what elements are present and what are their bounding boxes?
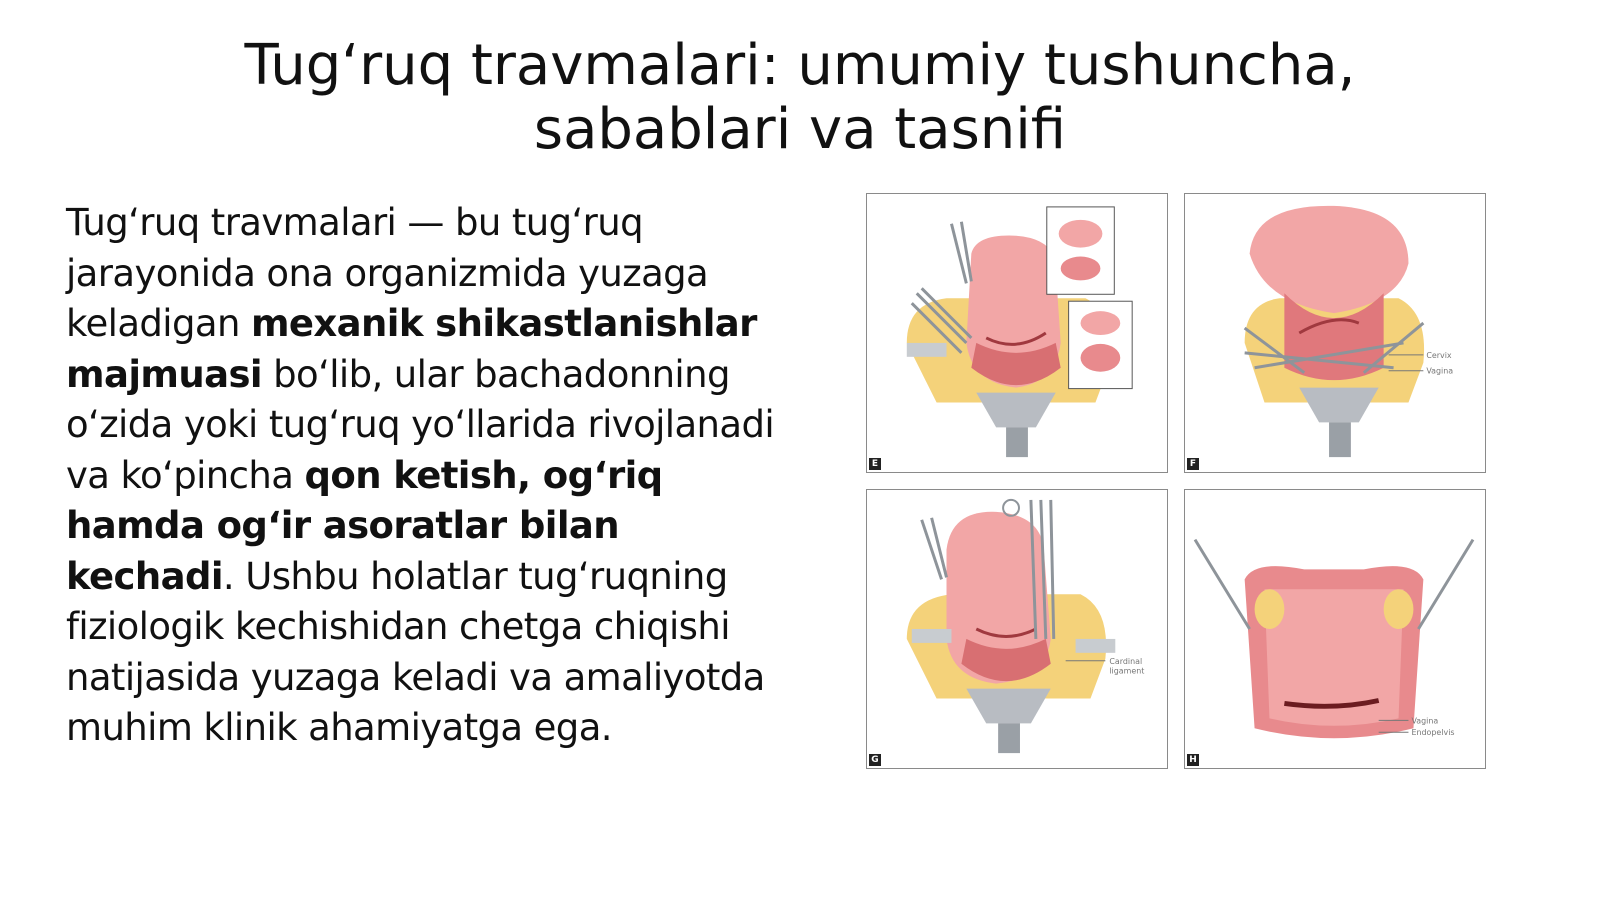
- paragraph-text-1: Tug‘ruq travmalari — bu tug‘ruq jarayonida ona organizmida yuzaga keladigan: [66, 201, 709, 345]
- panel-letter-g: G: [869, 754, 881, 766]
- title-line-2: sabablari va tasnifi: [533, 97, 1067, 162]
- illustration-panel-h: [1184, 489, 1486, 769]
- illustration-panel-g: [866, 489, 1168, 769]
- paragraph-bold-2: qon ketish, og‘riq hamda og‘ir asoratlar bilan kechadi: [66, 453, 663, 598]
- panel-letter-f: F: [1187, 458, 1199, 470]
- paragraph-text-3: . Ushbu holatlar tug‘ruqning fiziologik kechishidan chetga chiqishi natijasida yuzaga keladi va amaliyotda muhim klinik ahamiyatga ega.: [66, 554, 765, 749]
- callout-vagina-f: Vagina: [1426, 366, 1454, 376]
- illustration-panel-e: [866, 193, 1168, 473]
- surgical-illustration-h: [1185, 490, 1485, 768]
- callout-vagina-h: Vagina: [1411, 716, 1439, 726]
- callout-cervix: Cervix: [1426, 350, 1452, 360]
- callout-ligament: ligament: [1109, 666, 1145, 676]
- callout-endopelvis: Endopelvis: [1411, 728, 1455, 738]
- panel-letter-e: E: [869, 458, 881, 470]
- title-line-1: Tug‘ruq travmalari: umumiy tushuncha,: [244, 33, 1356, 98]
- body-paragraph: [66, 198, 786, 754]
- paragraph-bold-1: mexanik shikastlanishlar majmuasi: [66, 302, 757, 396]
- paragraph-text-2: bo‘lib, ular bachadonning o‘zida yoki tug‘ruq yo‘llarida rivojlanadi va ko‘pincha: [66, 352, 775, 497]
- callout-cardinal: Cardinal: [1109, 656, 1143, 666]
- surgical-illustration-e: [867, 194, 1167, 472]
- panel-letter-h: H: [1187, 754, 1199, 766]
- slide-title: [200, 34, 1400, 162]
- surgical-illustration-f: [1185, 194, 1485, 472]
- surgical-illustration-g: [867, 490, 1167, 768]
- illustration-panel-f: [1184, 193, 1486, 473]
